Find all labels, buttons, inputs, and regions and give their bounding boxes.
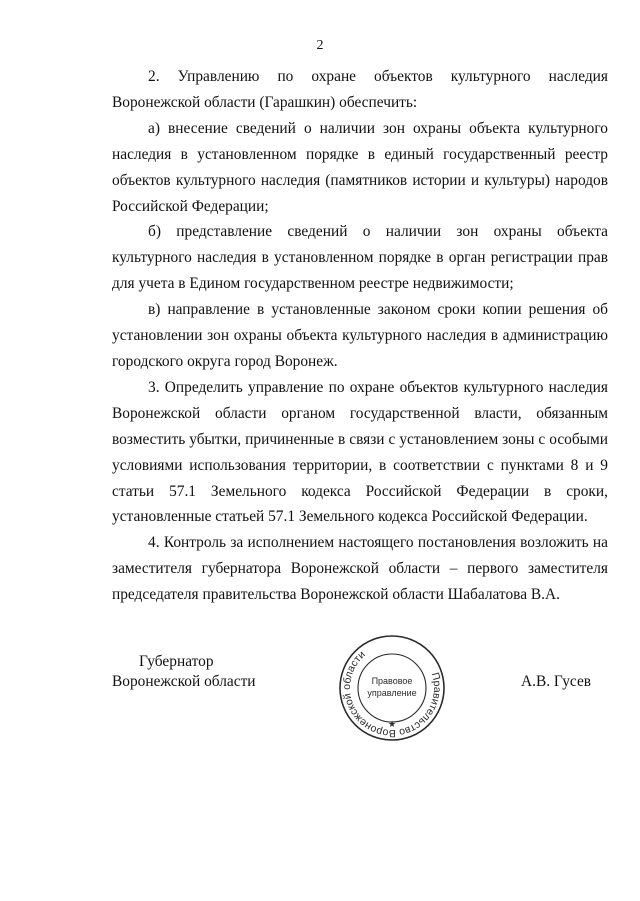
signatory-title <box>112 652 256 692</box>
official-stamp <box>337 633 447 743</box>
paragraph-item-4: 4. Контроль за исполнением настоящего постановления возложить на заместителя губернатора Воронежской области – первого заместителя председателя правительства Воронежской области Шабалатова В.А. <box>112 534 608 604</box>
stamp-center-line2: управление <box>367 688 417 698</box>
stamp-star-icon: ★ <box>387 720 397 730</box>
stamp-ring-text: Правительство Воронежской области <box>340 648 444 740</box>
paragraph-item-2: 2. Управлению по охране объектов культурного наследия Воронежской области (Гарашкин) обеспечить: <box>112 68 608 111</box>
page-number: 2 <box>316 38 324 53</box>
paragraph-subitem-b: б) представление сведений о наличии зон охраны объекта культурного наследия в установленном порядке в орган регистрации прав для учета в Едином государственном реестре недвижимости; <box>112 223 608 293</box>
signatory-title-line2: Воронежской области <box>112 673 256 690</box>
paragraph-item-3: 3. Определить управление по охране объектов культурного наследия Воронежской области органом государственной власти, обязанным возместить убытки, причиненные в связи с установлением зоны с особыми условиями использования территории, в соответствии с пунктами 8 и 9 статьи 57.1 Земельного кодекса Российской Федерации в сроки, установленные статьей 57.1 Земельного кодекса Российской Федерации. <box>112 378 608 526</box>
paragraph-subitem-v: в) направление в установленные законом сроки копии решения об установлении зон охраны объекта культурного наследия в администрацию городского округа город Воронеж. <box>112 301 608 370</box>
signatory-name: А.В. Гусев <box>521 673 592 690</box>
paragraph-subitem-a: а) внесение сведений о наличии зон охраны объекта культурного наследия в установленном порядке в единый государственный реестр объектов культурного наследия (памятников истории и культуры) народов Российской Федерации; <box>112 119 608 215</box>
document-body <box>112 64 608 608</box>
stamp-center-line1: Правовое <box>371 676 413 686</box>
signatory-title-line1: Губернатор <box>139 653 214 670</box>
